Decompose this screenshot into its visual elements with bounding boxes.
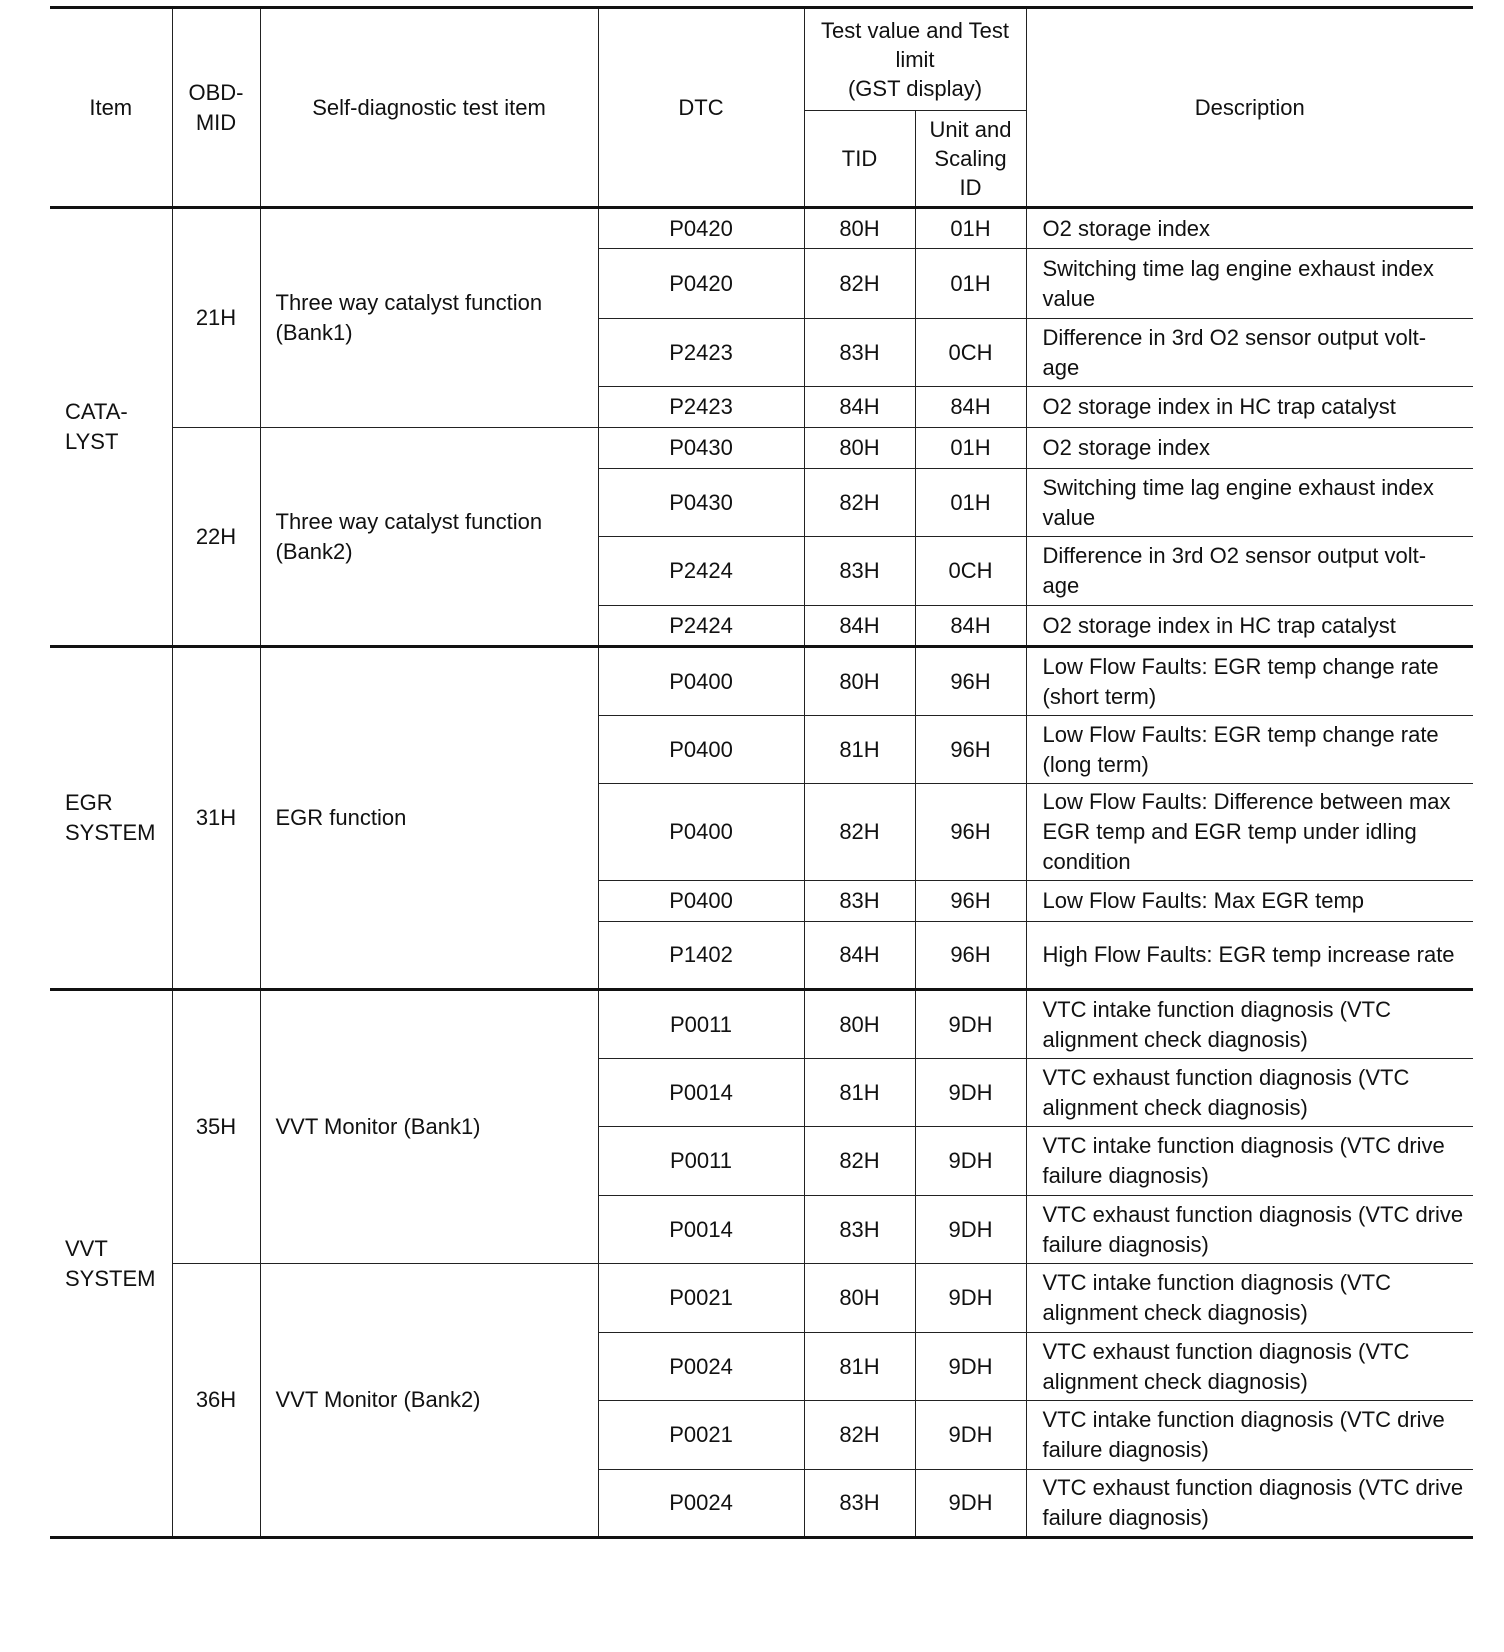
unit-cell bbox=[915, 784, 1026, 881]
dtc-cell bbox=[598, 1127, 804, 1196]
unit-cell bbox=[915, 208, 1026, 249]
obd-test-table bbox=[50, 6, 1473, 1539]
tid-cell bbox=[804, 1401, 915, 1470]
description-cell-text: VTC exhaust function diagnosis (VTC drive failure diagnosis) bbox=[1042, 1201, 1464, 1257]
tid-cell-text: 80H bbox=[839, 435, 880, 460]
item-cell bbox=[50, 990, 172, 1538]
dtc-cell bbox=[598, 469, 804, 537]
unit-cell bbox=[915, 1333, 1026, 1401]
dtc-cell bbox=[598, 1264, 804, 1333]
dtc-cell bbox=[598, 784, 804, 881]
obd-mid-cell-text: 31H bbox=[195, 805, 237, 830]
tid-cell-text: 82H bbox=[839, 489, 880, 515]
unit-cell bbox=[915, 990, 1026, 1059]
item-cell-text: VVT SYSTEM bbox=[65, 1235, 156, 1291]
description-cell bbox=[1026, 922, 1473, 990]
unit-cell-text: 01H bbox=[950, 489, 991, 515]
tid-cell-text: 84H bbox=[839, 612, 880, 638]
description-cell-text: O2 storage index in HC trap catalyst bbox=[1042, 612, 1396, 638]
dtc-cell bbox=[598, 1333, 804, 1401]
description-cell bbox=[1026, 1401, 1473, 1470]
obd-mid-cell bbox=[172, 990, 260, 1264]
unit-cell-text: 01H bbox=[950, 270, 991, 296]
description-cell bbox=[1026, 716, 1473, 784]
unit-cell bbox=[915, 1264, 1026, 1333]
unit-cell-text: 96H bbox=[950, 888, 991, 913]
dtc-cell-text: P0011 bbox=[670, 1011, 732, 1037]
description-cell-text: VTC exhaust function diagnosis (VTC alignment check diagnosis) bbox=[1042, 1338, 1410, 1394]
dtc-cell-text: P0420 bbox=[669, 270, 733, 296]
description-cell bbox=[1026, 249, 1473, 319]
description-cell bbox=[1026, 1059, 1473, 1127]
tid-cell bbox=[804, 387, 915, 428]
tid-cell bbox=[804, 1127, 915, 1196]
unit-cell-text: 9DH bbox=[948, 1079, 993, 1105]
dtc-cell-text: P0420 bbox=[669, 215, 733, 241]
tid-cell bbox=[804, 606, 915, 647]
dtc-cell bbox=[598, 1401, 804, 1470]
unit-cell bbox=[915, 1401, 1026, 1470]
obd-mid-cell-text: 21H bbox=[195, 305, 237, 330]
dtc-cell bbox=[598, 428, 804, 469]
dtc-cell-text: P0400 bbox=[669, 668, 733, 694]
obd-mid-cell bbox=[172, 1264, 260, 1538]
tid-cell-text: 82H bbox=[839, 1148, 880, 1173]
test-item-cell-text: Three way catalyst function (Bank1) bbox=[275, 290, 543, 345]
table-row bbox=[50, 1264, 1473, 1333]
tid-cell-text: 80H bbox=[839, 1011, 880, 1037]
dtc-cell-text: P2423 bbox=[669, 339, 733, 365]
tid-cell bbox=[804, 249, 915, 319]
dtc-cell-text: P0011 bbox=[670, 1148, 732, 1173]
description-cell-text: VTC intake function diagnosis (VTC alignment check diagnosis) bbox=[1042, 996, 1391, 1052]
unit-cell-text: 96H bbox=[950, 736, 991, 762]
tid-cell bbox=[804, 922, 915, 990]
tid-cell-text: 81H bbox=[839, 1353, 880, 1379]
header-dtc: DTC bbox=[598, 8, 804, 208]
description-cell-text: Low Flow Faults: EGR temp change rate (long term) bbox=[1042, 721, 1439, 777]
tid-cell bbox=[804, 1470, 915, 1538]
dtc-cell bbox=[598, 537, 804, 606]
tid-cell-text: 83H bbox=[839, 1216, 880, 1242]
tid-cell-text: 83H bbox=[839, 339, 880, 365]
unit-cell-text: 96H bbox=[950, 942, 991, 967]
description-cell bbox=[1026, 1264, 1473, 1333]
unit-cell bbox=[915, 606, 1026, 647]
dtc-cell-text: P1402 bbox=[669, 942, 733, 967]
tid-cell-text: 82H bbox=[839, 1422, 880, 1447]
header-item: Item bbox=[50, 8, 172, 208]
unit-cell-text: 9DH bbox=[948, 1422, 993, 1447]
tid-cell-text: 82H bbox=[839, 819, 880, 844]
dtc-cell-text: P0014 bbox=[669, 1079, 733, 1105]
table-row bbox=[50, 647, 1473, 716]
test-item-cell bbox=[260, 990, 598, 1264]
description-cell bbox=[1026, 387, 1473, 428]
dtc-cell bbox=[598, 881, 804, 922]
description-cell bbox=[1026, 1333, 1473, 1401]
unit-cell-text: 9DH bbox=[948, 1011, 993, 1037]
description-cell-text: Switching time lag engine exhaust index value bbox=[1042, 255, 1434, 311]
obd-mid-cell bbox=[172, 647, 260, 990]
table-row bbox=[50, 208, 1473, 249]
description-cell bbox=[1026, 881, 1473, 922]
dtc-cell-text: P2424 bbox=[669, 558, 733, 583]
dtc-cell-text: P0430 bbox=[669, 435, 733, 460]
unit-cell-text: 0CH bbox=[948, 558, 993, 583]
test-item-cell-text: Three way catalyst function (Bank2) bbox=[275, 508, 543, 564]
tid-cell bbox=[804, 428, 915, 469]
dtc-cell bbox=[598, 249, 804, 319]
dtc-cell-text: P0400 bbox=[669, 736, 733, 762]
dtc-cell-text: P2423 bbox=[669, 394, 733, 419]
tid-cell-text: 83H bbox=[839, 888, 880, 913]
obd-mid-cell-text: 22H bbox=[195, 523, 237, 549]
table-header bbox=[50, 8, 1473, 208]
dtc-cell bbox=[598, 990, 804, 1059]
dtc-cell-text: P0021 bbox=[669, 1422, 733, 1447]
tid-cell-text: 80H bbox=[839, 1285, 880, 1310]
description-cell bbox=[1026, 990, 1473, 1059]
description-cell bbox=[1026, 428, 1473, 469]
test-item-cell bbox=[260, 208, 598, 428]
dtc-cell bbox=[598, 716, 804, 784]
obd-mid-cell-text: 36H bbox=[195, 1387, 237, 1412]
dtc-cell-text: P0024 bbox=[669, 1490, 733, 1515]
test-item-cell-text: EGR function bbox=[275, 805, 407, 830]
description-cell-text: O2 storage index bbox=[1042, 435, 1211, 460]
test-item-cell-text: VVT Monitor (Bank2) bbox=[275, 1387, 481, 1412]
test-item-cell bbox=[260, 647, 598, 990]
obd-mid-cell bbox=[172, 208, 260, 428]
obd-mid-cell-text: 35H bbox=[195, 1114, 237, 1139]
description-cell bbox=[1026, 319, 1473, 387]
tid-cell-text: 84H bbox=[839, 942, 880, 967]
tid-cell bbox=[804, 1196, 915, 1264]
tid-cell bbox=[804, 469, 915, 537]
unit-cell bbox=[915, 1127, 1026, 1196]
table-row bbox=[50, 990, 1473, 1059]
unit-cell-text: 9DH bbox=[948, 1216, 993, 1242]
unit-cell bbox=[915, 537, 1026, 606]
dtc-cell-text: P0400 bbox=[669, 819, 733, 844]
dtc-cell bbox=[598, 1470, 804, 1538]
item-cell-text: CATA- LYST bbox=[65, 399, 128, 454]
tid-cell-text: 80H bbox=[839, 668, 880, 694]
description-cell bbox=[1026, 537, 1473, 606]
header-tid: TID bbox=[804, 111, 915, 208]
header-description: Description bbox=[1026, 8, 1473, 208]
item-cell-text: EGR SYSTEM bbox=[65, 790, 156, 845]
description-cell-text: Difference in 3rd O2 sensor output volt- age bbox=[1042, 543, 1427, 598]
description-cell-text: Low Flow Faults: Max EGR temp bbox=[1042, 888, 1365, 913]
dtc-cell-text: P2424 bbox=[669, 612, 733, 638]
header-test-item: Self-diagnostic test item bbox=[260, 8, 598, 208]
description-cell bbox=[1026, 1127, 1473, 1196]
unit-cell-text: 9DH bbox=[948, 1285, 993, 1310]
dtc-cell bbox=[598, 319, 804, 387]
test-item-cell-text: VVT Monitor (Bank1) bbox=[275, 1114, 481, 1139]
dtc-cell bbox=[598, 387, 804, 428]
tid-cell-text: 81H bbox=[839, 1079, 880, 1105]
description-cell bbox=[1026, 1470, 1473, 1538]
unit-cell bbox=[915, 1059, 1026, 1127]
description-cell-text: Difference in 3rd O2 sensor output volt- age bbox=[1042, 324, 1427, 380]
description-cell-text: VTC intake function diagnosis (VTC drive failure diagnosis) bbox=[1042, 1407, 1445, 1462]
unit-cell bbox=[915, 881, 1026, 922]
description-cell-text: O2 storage index bbox=[1042, 215, 1211, 241]
tid-cell bbox=[804, 647, 915, 716]
dtc-cell bbox=[598, 1059, 804, 1127]
dtc-cell bbox=[598, 208, 804, 249]
dtc-cell-text: P0430 bbox=[669, 489, 733, 515]
unit-cell bbox=[915, 1470, 1026, 1538]
item-cell bbox=[50, 647, 172, 990]
tid-cell-text: 84H bbox=[839, 394, 880, 419]
description-cell bbox=[1026, 606, 1473, 647]
tid-cell bbox=[804, 784, 915, 881]
description-cell bbox=[1026, 469, 1473, 537]
unit-cell-text: 01H bbox=[950, 435, 991, 460]
unit-cell bbox=[915, 922, 1026, 990]
tid-cell bbox=[804, 881, 915, 922]
unit-cell-text: 9DH bbox=[948, 1490, 993, 1515]
description-cell-text: Low Flow Faults: EGR temp change rate (short term) bbox=[1042, 653, 1439, 709]
dtc-cell-text: P0014 bbox=[669, 1216, 733, 1242]
tid-cell bbox=[804, 716, 915, 784]
description-cell bbox=[1026, 208, 1473, 249]
unit-cell bbox=[915, 1196, 1026, 1264]
header-obd-mid: OBD- MID bbox=[172, 8, 260, 208]
table-body bbox=[50, 208, 1473, 1538]
dtc-cell-text: P0021 bbox=[669, 1285, 733, 1310]
table-row bbox=[50, 428, 1473, 469]
tid-cell-text: 80H bbox=[839, 215, 880, 241]
tid-cell bbox=[804, 1264, 915, 1333]
unit-cell bbox=[915, 428, 1026, 469]
description-cell-text: VTC intake function diagnosis (VTC alignment check diagnosis) bbox=[1042, 1270, 1391, 1325]
tid-cell-text: 83H bbox=[839, 1490, 880, 1515]
description-cell-text: High Flow Faults: EGR temp increase rate bbox=[1042, 942, 1455, 967]
description-cell-text: O2 storage index in HC trap catalyst bbox=[1042, 394, 1396, 419]
unit-cell-text: 96H bbox=[950, 668, 991, 694]
unit-cell-text: 0CH bbox=[948, 339, 993, 365]
description-cell-text: VTC intake function diagnosis (VTC drive failure diagnosis) bbox=[1042, 1133, 1445, 1188]
tid-cell-text: 81H bbox=[839, 736, 880, 762]
header-test-value: Test value and Test limit (GST display) bbox=[804, 8, 1026, 111]
description-cell-text: VTC exhaust function diagnosis (VTC drive failure diagnosis) bbox=[1042, 1475, 1464, 1530]
header-unit-scaling: Unit and Scaling ID bbox=[915, 111, 1026, 208]
tid-cell-text: 82H bbox=[839, 270, 880, 296]
dtc-cell bbox=[598, 922, 804, 990]
tid-cell bbox=[804, 537, 915, 606]
unit-cell bbox=[915, 249, 1026, 319]
description-cell bbox=[1026, 784, 1473, 881]
tid-cell bbox=[804, 1059, 915, 1127]
tid-cell bbox=[804, 319, 915, 387]
tid-cell-text: 83H bbox=[839, 558, 880, 583]
obd-mid-cell bbox=[172, 428, 260, 647]
unit-cell bbox=[915, 647, 1026, 716]
dtc-cell bbox=[598, 606, 804, 647]
tid-cell bbox=[804, 990, 915, 1059]
unit-cell-text: 96H bbox=[950, 819, 991, 844]
description-cell-text: Low Flow Faults: Difference between max EGR temp and EGR temp under idling condition bbox=[1042, 789, 1451, 874]
test-item-cell bbox=[260, 428, 598, 647]
unit-cell bbox=[915, 319, 1026, 387]
tid-cell bbox=[804, 208, 915, 249]
unit-cell-text: 9DH bbox=[948, 1148, 993, 1173]
dtc-cell bbox=[598, 647, 804, 716]
unit-cell-text: 84H bbox=[950, 612, 991, 638]
unit-cell bbox=[915, 469, 1026, 537]
unit-cell bbox=[915, 716, 1026, 784]
dtc-cell bbox=[598, 1196, 804, 1264]
tid-cell bbox=[804, 1333, 915, 1401]
item-cell bbox=[50, 208, 172, 647]
unit-cell bbox=[915, 387, 1026, 428]
unit-cell-text: 9DH bbox=[948, 1353, 993, 1379]
unit-cell-text: 84H bbox=[950, 394, 991, 419]
description-cell bbox=[1026, 647, 1473, 716]
dtc-cell-text: P0400 bbox=[669, 888, 733, 913]
dtc-cell-text: P0024 bbox=[669, 1353, 733, 1379]
description-cell-text: VTC exhaust function diagnosis (VTC alignment check diagnosis) bbox=[1042, 1064, 1410, 1120]
unit-cell-text: 01H bbox=[950, 215, 991, 241]
description-cell bbox=[1026, 1196, 1473, 1264]
description-cell-text: Switching time lag engine exhaust index value bbox=[1042, 474, 1434, 530]
test-item-cell bbox=[260, 1264, 598, 1538]
